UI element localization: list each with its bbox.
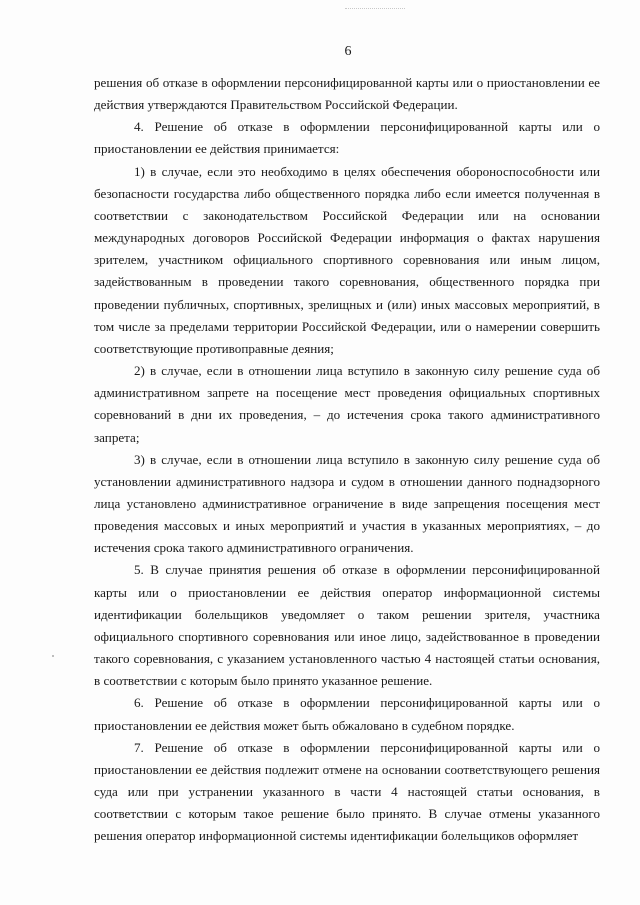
paragraph-item-5: 5. В случае принятия решения об отказе в оформлении персонифицированной карты или о приостановлении ее действия оператор информационной системы идентификации болельщиков уведомляет о таком решении зрителя, участника официального спортивного соревнования или иное лицо, задействованное в проведении такого соревнования, с указанием установленного частью 4 настоящей статьи основания, в соответствии с которым было принято указанное решение. xyxy=(94,562,600,689)
document-body xyxy=(94,72,600,847)
paragraph-continuation: решения об отказе в оформлении персонифицированной карты или о приостановлении ее действия утверждаются Правительством Российской Федерации. xyxy=(94,75,600,113)
paragraph-subitem-2: 2) в случае, если в отношении лица вступило в законную силу решение суда об административном запрете на посещение мест проведения официальных спортивных соревнований в дни их проведения, – до истечения срока такого административного запрета; xyxy=(94,363,600,445)
paragraph-subitem-1: 1) в случае, если это необходимо в целях обеспечения обороноспособности или безопасности государства либо общественного порядка либо если имеется полученная в соответствии с законодательством Российской Федерации или на основании международных договоров Российской Федерации информация о фактах нарушения зрителем, участником официального спортивного соревнования или иным лицом, задействованным в проведении такого соревнования, общественного порядка при проведении публичных, спортивных, зрелищных и (или) иных массовых мероприятий, в том числе за пределами территории Российской Федерации, или о намерении совершить соответствующие противоправные деяния; xyxy=(94,163,600,356)
scan-artifact xyxy=(345,8,405,13)
paragraph-item-4: 4. Решение об отказе в оформлении персонифицированной карты или о приостановлении ее действия принимается: xyxy=(94,119,600,157)
paragraph-item-6: 6. Решение об отказе в оформлении персонифицированной карты или о приостановлении ее действия может быть обжаловано в судебном порядке. xyxy=(94,695,600,733)
paragraph-subitem-3: 3) в случае, если в отношении лица вступило в законную силу решение суда об установлении административного надзора и судом в отношении данного поднадзорного лица установлено административное ограничение в виде запрещения посещения мест проведения массовых и иных мероприятий и участия в указанных мероприятиях, – до истечения срока такого административного ограничения. xyxy=(94,451,600,556)
paragraph-item-7: 7. Решение об отказе в оформлении персонифицированной карты или о приостановлении ее действия подлежит отмене на основании соответствующего решения суда или при устранении указанного в части 4 настоящей статьи основания, в соответствии с которым такое решение было принято. В случае отмены указанного решения оператор информационной системы идентификации болельщиков оформляет xyxy=(94,739,600,844)
page-number: 6 xyxy=(344,44,352,59)
scan-artifact-dot xyxy=(52,655,54,657)
